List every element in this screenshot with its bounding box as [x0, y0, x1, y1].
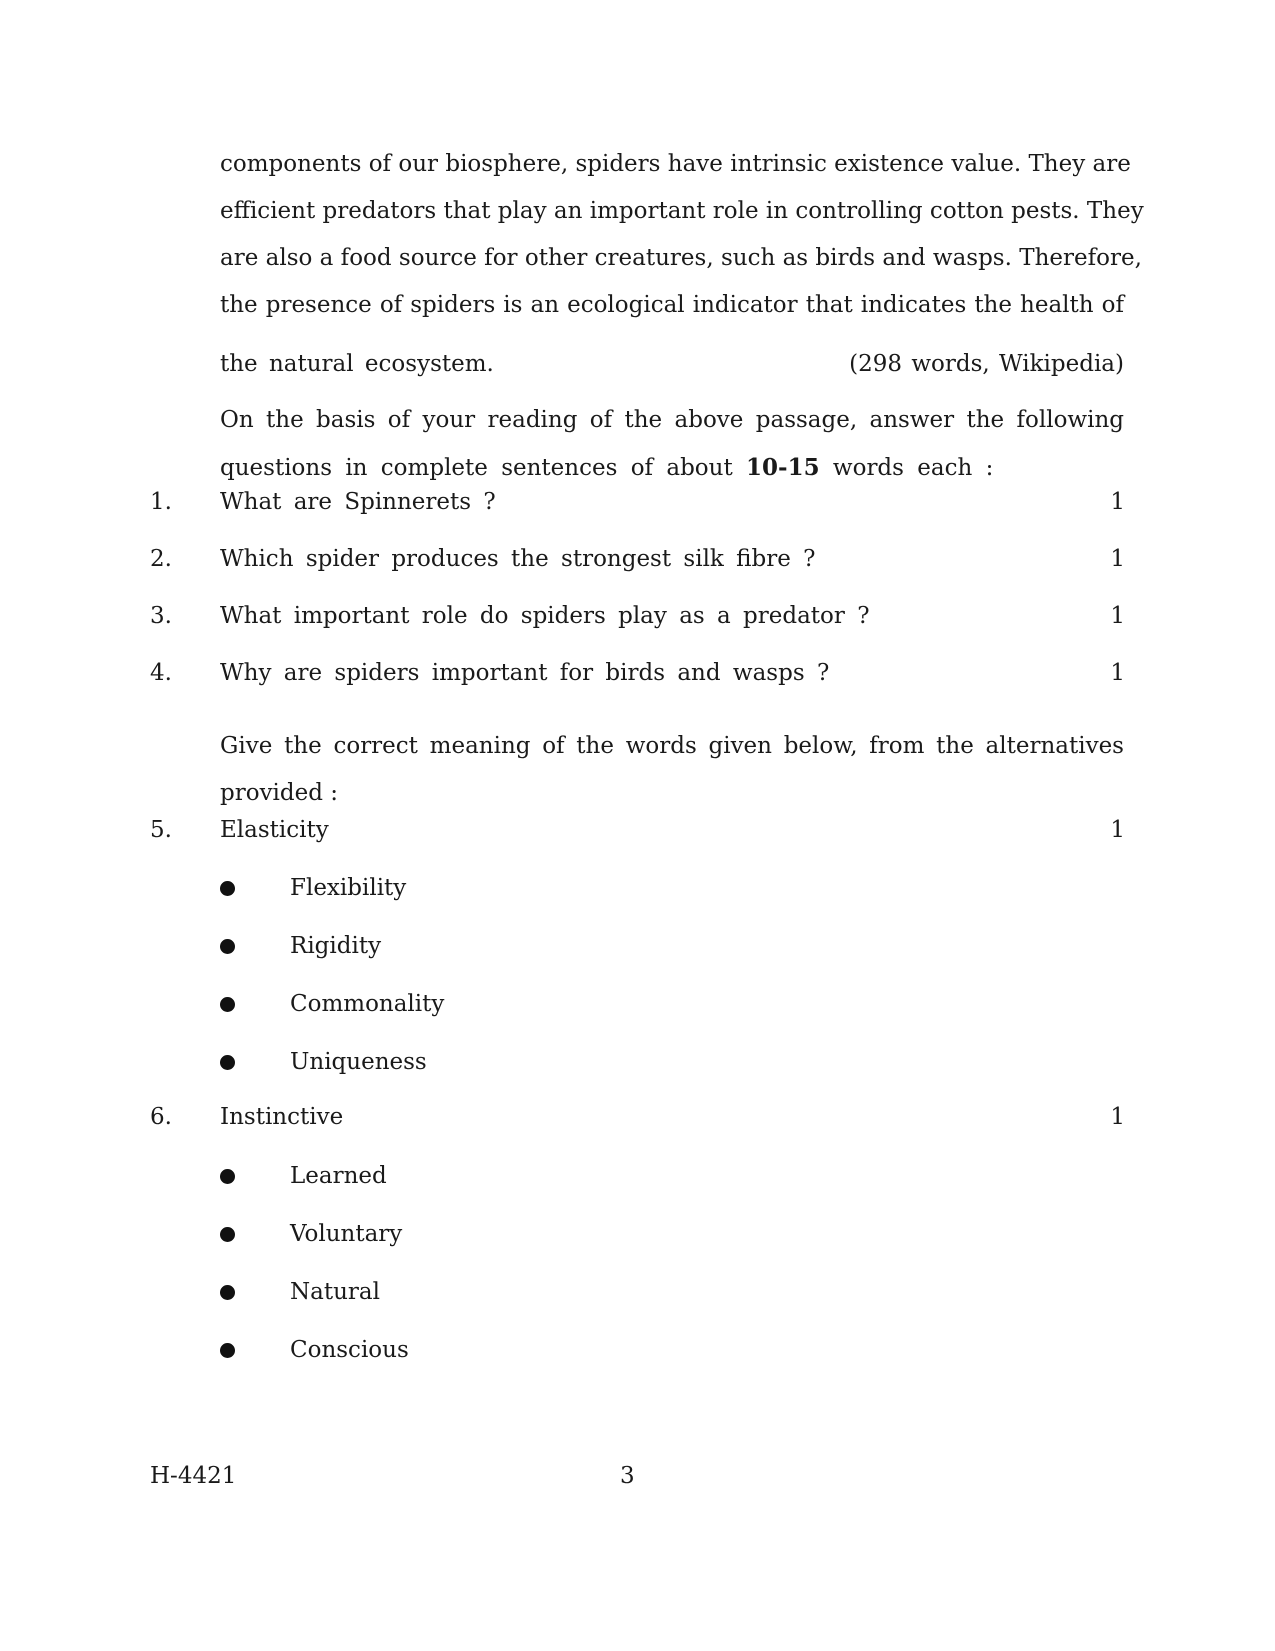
- bullet-icon: [220, 939, 235, 954]
- question-number: 1.: [150, 489, 172, 515]
- question-marks: 1: [1110, 546, 1125, 572]
- instruction-text: words each :: [819, 455, 994, 481]
- question-number: 3.: [150, 603, 172, 629]
- option-text: Flexibility: [290, 875, 407, 901]
- bullet-icon: [220, 997, 235, 1012]
- bullet-icon: [220, 1285, 235, 1300]
- question-marks: 1: [1110, 603, 1125, 629]
- instruction-answer: [220, 397, 1124, 491]
- question-marks: 1: [1110, 1104, 1125, 1130]
- passage-line: components of our biosphere, spiders have intrinsic existence value. They are: [220, 151, 1131, 177]
- question-word: Elasticity: [220, 817, 329, 843]
- instruction-line: Give the correct meaning of the words given below, from the alternatives: [220, 733, 1124, 759]
- instruction-line: provided :: [220, 780, 339, 806]
- question-marks: 1: [1110, 660, 1125, 686]
- passage-line: the presence of spiders is an ecological indicator that indicates the health of: [220, 292, 1124, 318]
- question-text: Why are spiders important for birds and wasps ?: [220, 660, 830, 686]
- bullet-icon: [220, 1227, 235, 1242]
- bullet-icon: [220, 1343, 235, 1358]
- bullet-icon: [220, 1055, 235, 1070]
- paper-code: H-4421: [150, 1463, 237, 1489]
- question-4: [150, 653, 1125, 693]
- passage-line: the natural ecosystem.: [220, 351, 494, 377]
- question-text: Which spider produces the strongest silk fibre ?: [220, 546, 816, 572]
- option-text: Rigidity: [290, 933, 382, 959]
- question-number: 4.: [150, 660, 172, 686]
- passage-line: are also a food source for other creatures, such as birds and wasps. Therefore,: [220, 245, 1142, 271]
- question-number: 5.: [150, 817, 172, 843]
- bullet-icon: [220, 1169, 235, 1184]
- instruction-meaning: [220, 723, 1124, 817]
- question-text: What are Spinnerets ?: [220, 489, 496, 515]
- question-number: 2.: [150, 546, 172, 572]
- option-text: Commonality: [290, 991, 445, 1017]
- instruction-line: On the basis of your reading of the above passage, answer the following: [220, 407, 1124, 433]
- option-text: Natural: [290, 1279, 380, 1305]
- question-1: [150, 482, 1125, 522]
- question-5: [150, 810, 1125, 850]
- bullet-icon: [220, 881, 235, 896]
- passage-text: [220, 141, 1144, 329]
- option-text: Uniqueness: [290, 1049, 427, 1075]
- question-word: Instinctive: [220, 1104, 344, 1130]
- page-number: 3: [620, 1463, 635, 1489]
- instruction-text: questions in complete sentences of about: [220, 455, 747, 481]
- question-marks: 1: [1110, 489, 1125, 515]
- passage-citation: (298 words, Wikipedia): [849, 351, 1124, 377]
- option-text: Learned: [290, 1163, 387, 1189]
- passage-line: efficient predators that play an important role in controlling cotton pests. They: [220, 198, 1144, 224]
- option-text: Voluntary: [290, 1221, 403, 1247]
- question-3: [150, 596, 1125, 636]
- question-6: [150, 1097, 1125, 1137]
- question-text: What important role do spiders play as a predator ?: [220, 603, 870, 629]
- question-marks: 1: [1110, 817, 1125, 843]
- word-range: 10-15: [746, 454, 820, 481]
- question-2: [150, 539, 1125, 579]
- option-text: Conscious: [290, 1337, 409, 1363]
- question-number: 6.: [150, 1104, 172, 1130]
